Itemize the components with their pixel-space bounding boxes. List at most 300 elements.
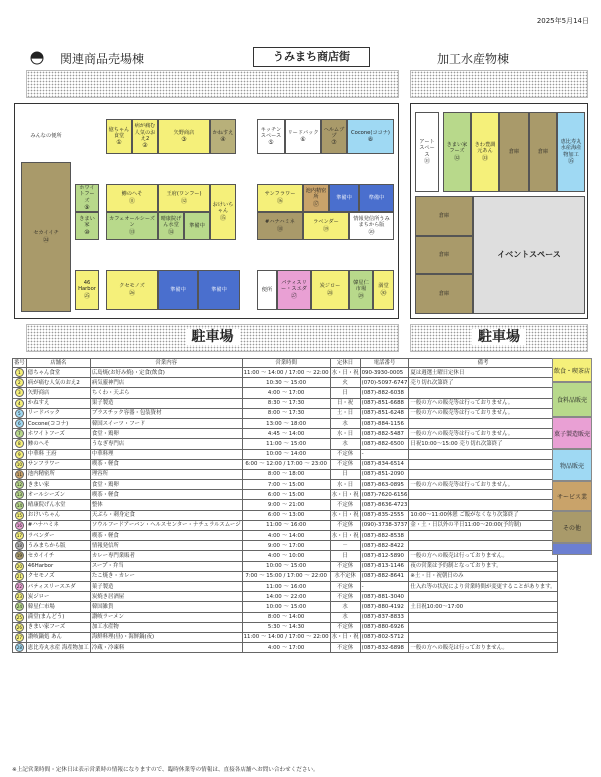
cell-name: 晴康院げん水堂: [26, 500, 90, 510]
row-number-badge: 21: [16, 573, 23, 579]
cell-tel: (087)-863-0895: [360, 480, 409, 490]
cell-note: 仕入れ等の状況により営業時間が変更することがあります。: [409, 581, 557, 591]
stall-27[interactable]: パティスリー・スエダ ㉗: [277, 270, 311, 310]
cell-biz: 中華料理: [90, 449, 242, 459]
stall-10[interactable]: きまい家 ⑩: [75, 212, 99, 240]
cell-hours: 11:00 ～ 14:00 / 17:00 ～ 22:00: [242, 368, 330, 378]
table-row: [13, 368, 558, 378]
cell-note: 金・土・日以外の平日11:00～20:00(予約制): [409, 520, 557, 530]
row-number-badge: 2: [15, 378, 24, 387]
cell-tel: -: [360, 581, 409, 591]
cell-tel: (087)-881-3040: [360, 592, 409, 602]
table-header: [13, 359, 558, 368]
cell-number: [13, 592, 27, 602]
stall-29[interactable]: 韓星仁市場 ㉙: [349, 270, 373, 310]
cell-name: 億ちゃん食堂: [26, 368, 90, 378]
stall-35[interactable]: 恵比寿丸水産海産物加工 ㉟: [557, 112, 585, 192]
cell-biz: ソウルフードアーバン・ヘルスセンター・ナチュラルスムージ: [90, 520, 242, 530]
cell-note: [409, 622, 557, 632]
cell-biz: カレー専門業販者: [90, 551, 242, 561]
table-row: [13, 510, 558, 520]
row-number-badge: 25: [16, 614, 23, 620]
cell-number: [13, 408, 27, 418]
cell-hours: 10:00 ～ 15:00: [242, 602, 330, 612]
stall-19[interactable]: ラベンダー ⑲: [303, 212, 349, 240]
cell-hours: 10:00 ～ 15:00: [242, 561, 330, 571]
cell-tel: (090)-3738-3737: [360, 520, 409, 530]
table-row: [13, 398, 558, 408]
column-header: 定休日: [330, 359, 360, 368]
cell-note: 土日祝10:00～17:00: [409, 602, 557, 612]
cell-number: [13, 459, 27, 469]
table-row: [13, 418, 558, 428]
cell-number: [13, 480, 27, 490]
stall-20[interactable]: 情報発信所うみまちから版 ⑳: [349, 212, 394, 240]
left-building-map: [14, 103, 399, 319]
cell-closed: 水: [330, 418, 360, 428]
cell-closed: 水・日・祝: [330, 368, 360, 378]
table-row: [13, 449, 558, 459]
cell-note: [409, 531, 557, 541]
cell-biz: 炭焼き居酒屋: [90, 592, 242, 602]
cell-name: ラベンダー: [26, 531, 90, 541]
cell-number: [13, 510, 27, 520]
cell-note: [409, 418, 557, 428]
parking-left: 駐車場: [26, 324, 399, 352]
cell-hours: 10:00 ～ 14:00: [242, 449, 330, 459]
cell-hours: 9:00 ～ 17:00: [242, 541, 330, 551]
cell-note: [409, 612, 557, 622]
table-row: [13, 490, 558, 500]
legend-item: 飲食・喫茶店: [552, 358, 592, 382]
cell-number: [13, 541, 27, 551]
cell-tel: (087)-882-6500: [360, 439, 409, 449]
cell-note: 一般の方への販売は行っておりません。: [409, 551, 557, 561]
cell-closed: 水: [330, 439, 360, 449]
row-number-badge: 10: [16, 461, 23, 467]
cell-hours: 8:00 ～ 17:30: [242, 408, 330, 418]
table-row: [13, 500, 558, 510]
cell-note: 一般の方への販売等は行っておりません。: [409, 408, 557, 418]
stall-prep-d[interactable]: 準備中: [198, 270, 240, 310]
street-title: うみまち商店街: [253, 47, 370, 67]
cell-hours: 8:00 ～ 14:00: [242, 612, 330, 622]
cell-note: [409, 469, 557, 479]
stall-25[interactable]: 46 Harbor ㉕: [75, 270, 99, 310]
table-row: [13, 592, 558, 602]
column-header: 営業内容: [90, 359, 242, 368]
cell-number: [13, 581, 27, 591]
cell-closed: 日・祝: [330, 398, 360, 408]
cell-closed: 不定休: [330, 459, 360, 469]
cell-tel: (087)-882-8641: [360, 571, 409, 581]
cell-hours: 6:00 ～ 15:00: [242, 490, 330, 500]
cell-tel: (087)-813-1146: [360, 561, 409, 571]
warehouse-2: 倉庫: [415, 236, 473, 274]
legend-item: [552, 543, 592, 555]
cell-number: [13, 429, 27, 439]
cell-tel: (087)-837-8833: [360, 612, 409, 622]
row-number-badge: 17: [16, 533, 23, 539]
cell-biz: スープ・弁当: [90, 561, 242, 571]
cell-hours: 6:00 ～ 13:00: [242, 510, 330, 520]
cell-hours: 7:00 ～ 15:00 / 17:00 ～ 22:00: [242, 571, 330, 581]
row-number-badge: 9: [15, 450, 24, 459]
cell-name: オールシーズン: [26, 490, 90, 500]
cell-note: [409, 592, 557, 602]
cell-tel: (087)-884-1156: [360, 418, 409, 428]
cell-closed: 水・日・祝: [330, 510, 360, 520]
stall-15[interactable]: おけいちゃん ⑮: [210, 184, 236, 240]
cell-closed: 日: [330, 388, 360, 398]
cell-number: [13, 368, 27, 378]
cell-closed: －: [330, 541, 360, 551]
cell-biz: 広島焼(お好み焼)・定食(飲食): [90, 368, 242, 378]
row-number-badge: 19: [16, 553, 23, 559]
cell-number: [13, 388, 27, 398]
column-header: 営業時間: [242, 359, 330, 368]
stall-4[interactable]: かねすえ ④: [210, 119, 236, 154]
cell-name: #ハナハミネ: [26, 520, 90, 530]
row-number-badge: 28: [16, 645, 23, 651]
stall-8[interactable]: Cocone(ココナ) ⑧: [347, 119, 394, 154]
cell-tel: (087)-851-2090: [360, 469, 409, 479]
cell-number: [13, 602, 27, 612]
stall-12[interactable]: 王府(ワンフー) ⑫: [158, 184, 210, 212]
cell-note: [409, 490, 557, 500]
cell-tel: -: [360, 449, 409, 459]
stall-11[interactable]: 鯵のへそ ⑪: [106, 184, 158, 212]
cell-biz: 海鮮料理(昼)・海鮮鍋(夜): [90, 632, 242, 642]
cell-number: [13, 500, 27, 510]
table-row: [13, 531, 558, 541]
row-number-badge: 14: [16, 502, 23, 508]
table-row: [13, 551, 558, 561]
cell-biz: 食堂・鶏卵: [90, 429, 242, 439]
north-compass-icon: [30, 50, 44, 64]
cell-tel: (087)-882-8422: [360, 541, 409, 551]
cell-number: [13, 378, 27, 388]
cell-closed: 水・日: [330, 429, 360, 439]
stall-public-toilet: みんなの便所: [30, 133, 62, 140]
row-number-badge: 18: [16, 543, 23, 549]
cell-closed: 水: [330, 612, 360, 622]
cell-tel: (087)-834-6514: [360, 459, 409, 469]
cell-number: [13, 418, 27, 428]
cell-hours: 13:00 ～ 18:00: [242, 418, 330, 428]
row-number-badge: 15: [16, 512, 23, 518]
cell-biz: 情報発信所: [90, 541, 242, 551]
cell-name: 恵比寿丸水産 海産物加工: [26, 643, 90, 653]
cell-tel: (087)-835-2555: [360, 510, 409, 520]
row-number-badge: 27: [16, 634, 23, 640]
legend-item: サービス業: [552, 481, 592, 511]
stall-33[interactable]: きわ豊調元あん ㉝: [471, 112, 499, 192]
shop-list-table: [12, 358, 558, 653]
cell-tel: (087)-880-6926: [360, 622, 409, 632]
cell-hours: 5:30 ～ 14:30: [242, 622, 330, 632]
cell-name: 満堂(まんどう): [26, 612, 90, 622]
stall-9[interactable]: ホワイトフーズ ⑨: [75, 184, 99, 212]
stall-16[interactable]: サンフラワー ⑯: [257, 184, 303, 212]
cell-number: [13, 551, 27, 561]
cell-name: 病が痛む人気のおえ2: [26, 378, 90, 388]
table-row: [13, 459, 558, 469]
cell-name: 炭ジロー: [26, 592, 90, 602]
cell-biz: 讃岐ラーメン: [90, 612, 242, 622]
cell-note: [409, 500, 557, 510]
stall-5[interactable]: キッチンスペース ⑤: [257, 119, 285, 154]
cell-number: [13, 571, 27, 581]
table-row: [13, 643, 558, 653]
stall-3[interactable]: 矢野商店 ③: [158, 119, 210, 154]
cell-biz: 加工水産物: [90, 622, 242, 632]
cell-note: [409, 632, 557, 642]
cell-name: 46Harbor: [26, 561, 90, 571]
cell-name: うみまちから版: [26, 541, 90, 551]
cell-tel: 090-3930-0005: [360, 368, 409, 378]
cell-number: [13, 520, 27, 530]
cell-hours: 9:00 ～ 21:00: [242, 500, 330, 510]
cell-name: ホワイトフーズ: [26, 429, 90, 439]
cell-biz: 病気靈神門店: [90, 378, 242, 388]
cell-tel: (087)-7620-6156: [360, 490, 409, 500]
cell-tel: (087)-832-6898: [360, 643, 409, 653]
row-number-badge: 24: [16, 604, 23, 610]
stall-2[interactable]: 病が痛む人気のおえ2 ②: [132, 119, 158, 154]
cell-note: 夏は週選土曜日定休日: [409, 368, 557, 378]
cell-number: [13, 612, 27, 622]
cell-hours: 10:30 ～ 15:00: [242, 378, 330, 388]
cell-biz: 菓子製造: [90, 581, 242, 591]
stall-prep-c[interactable]: 準備中: [158, 270, 198, 310]
cell-note: 日祝10:00～15:00 売り切れ次第終了: [409, 439, 557, 449]
cell-name: 韓星仁市場: [26, 602, 90, 612]
row-number-badge: 12: [16, 482, 23, 488]
row-number-badge: 16: [16, 522, 23, 528]
cell-hours: 4:00 ～ 14:00: [242, 531, 330, 541]
cell-number: [13, 531, 27, 541]
warehouse-3: 倉庫: [415, 274, 473, 314]
cell-biz: 理容所: [90, 469, 242, 479]
row-number-badge: 8: [15, 439, 24, 448]
cell-note: [409, 541, 557, 551]
cell-biz: うなぎ専門店: [90, 439, 242, 449]
cell-note: 10:00～11:00休憩 ご飯がなくなり次第終了: [409, 510, 557, 520]
cell-hours: 4:45 ～ 14:00: [242, 429, 330, 439]
row-number-badge: 1: [15, 368, 24, 377]
row-number-badge: 20: [16, 563, 23, 569]
cell-name: かねすえ: [26, 398, 90, 408]
cell-hours: 8:00 ～ 18:00: [242, 469, 330, 479]
cell-hours: 6:00 ～ 12:00 / 17:00 ～ 23:00: [242, 459, 330, 469]
cell-closed: 水・日・祝: [330, 490, 360, 500]
cell-tel: (087)-880-4192: [360, 602, 409, 612]
cell-hours: 4:00 ～ 17:00: [242, 643, 330, 653]
cell-tel: (087)-851-6688: [360, 398, 409, 408]
cell-closed: 不定休: [330, 561, 360, 571]
cell-closed: 火: [330, 378, 360, 388]
table-row: [13, 480, 558, 490]
column-header: 番号: [14, 360, 25, 366]
row-number-badge: 4: [15, 399, 24, 408]
stall-toilet: 便所: [257, 270, 277, 310]
cell-biz: 喫茶・軽食: [90, 459, 242, 469]
cell-name: おけいちゃん: [26, 510, 90, 520]
cell-tel: (087)-802-5712: [360, 632, 409, 642]
cell-name: 讃岐鍋処 あん: [26, 632, 90, 642]
cell-note: [409, 449, 557, 459]
table-row: [13, 571, 558, 581]
row-number-badge: 5: [15, 409, 24, 418]
cell-note: [409, 388, 557, 398]
legend-item: 菓子製造販売: [552, 417, 592, 449]
stall-24[interactable]: セカイイチ ㉔: [21, 162, 71, 312]
stall-30[interactable]: 満堂 ㉚: [373, 270, 394, 310]
stall-14b[interactable]: 準備中: [184, 212, 210, 240]
cell-biz: 喫茶・軽食: [90, 490, 242, 500]
cell-name: Cocone(ココナ): [26, 418, 90, 428]
cell-biz: 韓国雑貨: [90, 602, 242, 612]
stall-prep-b[interactable]: 準備中: [359, 184, 394, 212]
table-row: [13, 439, 558, 449]
cell-note: 夜の営業は予約制となっております。: [409, 561, 557, 571]
cell-hours: 4:00 ～ 17:00: [242, 388, 330, 398]
cell-hours: 11:00 ～ 16:00: [242, 581, 330, 591]
cell-number: [13, 398, 27, 408]
cell-closed: 日: [330, 469, 360, 479]
stall-28[interactable]: 炭ジロー ㉘: [311, 270, 349, 310]
cell-hours: 11:00 ～ 15:00: [242, 439, 330, 449]
stall-17[interactable]: 池内精密所 ⑰: [303, 184, 329, 212]
cell-name: きまい家: [26, 480, 90, 490]
row-number-badge: 6: [15, 419, 24, 428]
stall-26[interactable]: クセモノズ ㉖: [106, 270, 158, 310]
table-row: [13, 429, 558, 439]
cell-note: 一般の方への販売等は行っておりません。: [409, 429, 557, 439]
cell-hours: 7:00 ～ 15:00: [242, 480, 330, 490]
table-row: [13, 632, 558, 642]
cell-closed: 不定休: [330, 592, 360, 602]
cell-closed: 不定休: [330, 449, 360, 459]
cell-number: [13, 449, 27, 459]
cell-note: [409, 459, 557, 469]
cell-closed: 不定休: [330, 520, 360, 530]
stall-18[interactable]: #ハナハミネ ⑱: [257, 212, 303, 240]
stall-31[interactable]: アートスペース ㉛: [415, 112, 439, 192]
cell-tel: (087)-851-6248: [360, 408, 409, 418]
stall-prep-a[interactable]: 準備中: [329, 184, 359, 212]
cell-tel: (087)-882-5487: [360, 429, 409, 439]
cell-closed: 水・日・祝: [330, 531, 360, 541]
cell-hours: 8:30 ～ 17:30: [242, 398, 330, 408]
food-store-1: 倉庫: [499, 112, 529, 192]
table-row: [13, 388, 558, 398]
food-store-2: 倉庫: [529, 112, 557, 192]
cell-closed: 水: [330, 602, 360, 612]
cell-number: [13, 561, 27, 571]
table-row: [13, 581, 558, 591]
cell-number: [13, 469, 27, 479]
cell-tel: (087)-8636-4723: [360, 500, 409, 510]
cell-name: 鯵のへそ: [26, 439, 90, 449]
cell-number: [13, 643, 27, 653]
cell-closed: 土・日: [330, 408, 360, 418]
stall-14[interactable]: 晴康院げん水堂 ⑭: [158, 212, 184, 240]
cell-tel: (087)-882-8538: [360, 531, 409, 541]
stall-32[interactable]: きまい家フーズ ㉜: [443, 112, 471, 192]
cell-biz: 天ぷら・刺身定食: [90, 510, 242, 520]
document-date: 2025年5月14日: [536, 17, 589, 25]
row-number-badge: 7: [15, 429, 24, 438]
legend-item: その他: [552, 511, 592, 543]
stall-7[interactable]: ヘルムブプ ⑦: [321, 119, 347, 154]
cell-biz: 整体: [90, 500, 242, 510]
legend-item: 物品販売: [552, 449, 592, 481]
legend-item: 食料品販売: [552, 382, 592, 417]
stall-6[interactable]: リードバック ⑥: [285, 119, 321, 154]
table-row: [13, 612, 558, 622]
event-space: イベントスペース: [473, 196, 585, 314]
cell-closed: 不定休: [330, 500, 360, 510]
row-number-badge: 26: [16, 624, 23, 630]
cell-hours: 4:00 ～ 10:00: [242, 551, 330, 561]
roof-band-right: [410, 70, 588, 98]
cell-name: 池内精密所: [26, 469, 90, 479]
cell-name: サンフラワー: [26, 459, 90, 469]
cell-name: 矢野商店: [26, 388, 90, 398]
cell-number: [13, 632, 27, 642]
cell-note: 一般の方への販売等は行っておりません。: [409, 480, 557, 490]
cell-closed: 不定休: [330, 581, 360, 591]
cell-number: [13, 439, 27, 449]
cell-tel: (070)-5097-6747: [360, 378, 409, 388]
cell-number: [13, 490, 27, 500]
warehouse-1: 倉庫: [415, 196, 473, 236]
table-row: [13, 602, 558, 612]
table-row: [13, 622, 558, 632]
cell-biz: 果子製造: [90, 398, 242, 408]
row-number-badge: 22: [16, 584, 23, 590]
table-row: [13, 520, 558, 530]
right-building-title: 加工水産物棟: [437, 52, 510, 66]
table-row: [13, 408, 558, 418]
row-number-badge: 23: [16, 594, 23, 600]
cell-note: 一般の方への販売は行っておりません。: [409, 643, 557, 653]
table-row: [13, 541, 558, 551]
cell-biz: 韓国スイーツ・フード: [90, 418, 242, 428]
cell-note: ※土・日・祝朝日のみ: [409, 571, 557, 581]
cell-closed: 水・日・祝: [330, 632, 360, 642]
right-building-map: [410, 103, 588, 319]
cell-tel: (087)-882-6038: [360, 388, 409, 398]
cell-hours: 11:00 ～ 14:00 / 17:00 ～ 22:00: [242, 632, 330, 642]
cell-closed: 水・日: [330, 480, 360, 490]
row-number-badge: 13: [16, 492, 23, 498]
cell-closed: 水不定休: [330, 571, 360, 581]
column-header: 電話番号: [360, 359, 409, 368]
stall-13[interactable]: カフェオールシーズン ⑬: [106, 212, 158, 240]
cell-name: セカイイチ: [26, 551, 90, 561]
footnote: ※上記営業時間・定休日は表示営業時の情報になりますので、臨時休業等の情報は、直接各店舗へお問い合わせください。: [12, 767, 319, 773]
cell-note: 売り切れ次第終了: [409, 378, 557, 388]
category-legend: [552, 358, 592, 555]
cell-name: リードバック: [26, 408, 90, 418]
stall-1[interactable]: 億ちゃん食堂 ①: [106, 119, 132, 154]
cell-hours: 11:00 ～ 16:00: [242, 520, 330, 530]
left-building-title: 関連商品売場棟: [60, 52, 145, 66]
row-number-badge: 3: [15, 388, 24, 397]
